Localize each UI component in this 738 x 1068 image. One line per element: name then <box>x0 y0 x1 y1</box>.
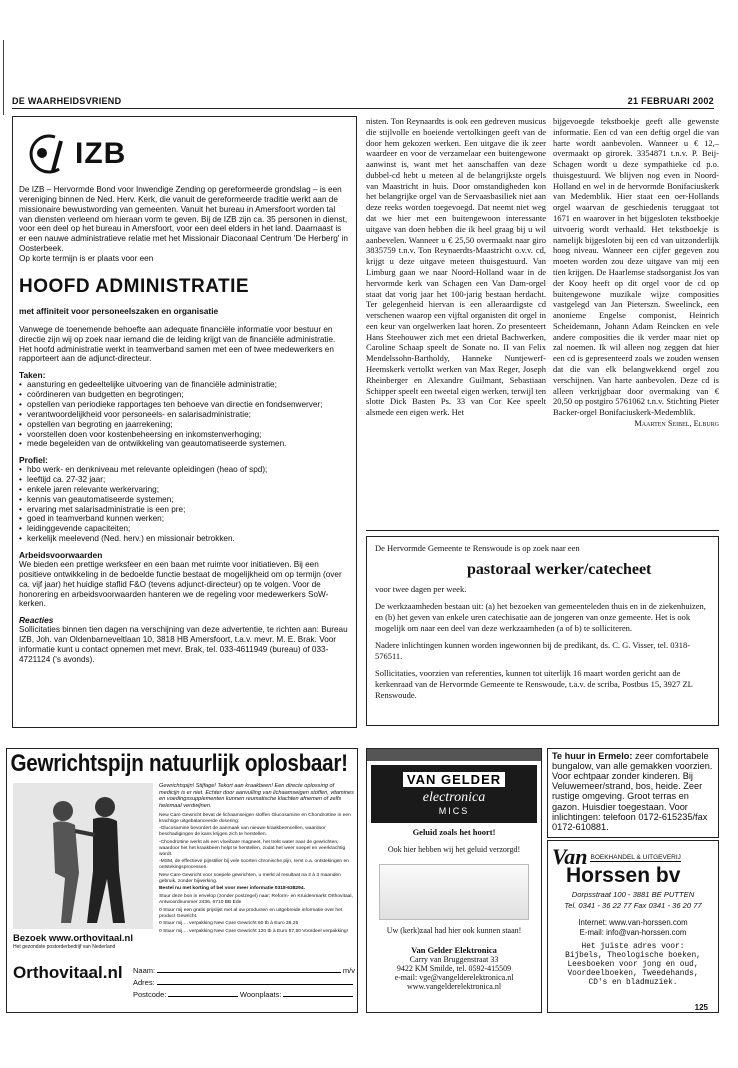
vg-top-strip <box>367 749 541 761</box>
horssen-adv4: Voordeelboeken, Tweedehands, <box>567 969 699 978</box>
izb-job-title: HOOFD ADMINISTRATIE <box>19 275 250 297</box>
vacancy-sub: voor twee dagen per week. <box>375 583 467 594</box>
running-header-date: 21 FEBRUARI 2002 <box>627 96 714 106</box>
vacancy-renswoude <box>366 536 719 726</box>
list-item: • hbo werk- en denkniveau met relevante opleidingen (heao of spd); <box>19 465 350 475</box>
postcode-label: Postcode: <box>133 990 167 999</box>
vg-logo-mics: MICS <box>438 806 470 816</box>
vg-addr3: e-mail: vge@vangelderelektronica.nl <box>394 973 514 982</box>
ortho-p9: 0 Stuur mij.... verpakking New Care Gewricht 60 tb à Euro 36,25 <box>159 921 299 927</box>
vg-line2: Ook hier hebben wij het geluid verzorgd! <box>387 845 521 854</box>
izb-logo-icon <box>25 131 71 177</box>
horssen-name: Horssen bv <box>566 864 681 887</box>
vg-tagline: Geluid zoals het hoort! <box>412 827 496 837</box>
horssen-adv1: Het juiste adres voor: <box>581 943 685 951</box>
horssen-adv3: Leesboeken voor jong en oud, <box>567 960 699 969</box>
izb-profiel-list <box>19 465 350 544</box>
ortho-body <box>159 783 355 937</box>
vangelder-advertisement <box>366 748 542 1013</box>
vg-speaker-image <box>379 864 529 920</box>
list-item: • leidinggevende capaciteiten; <box>19 524 350 534</box>
ortho-p7: Stuur deze bon in envelop (zonder postzegel) naar: Reform- en Kruidenmarkt Orthovitaal, Antwoordnummer 2436, 6710 BB Ede <box>159 894 353 905</box>
vacancy-info: Nadere inlichtingen kunnen worden ingewonnen bij de predikant, ds. C. G. Visser, tel. 0318-576511. <box>375 640 691 661</box>
izb-intro-2: Op korte termijn is er plaats voor een <box>19 253 154 263</box>
article-signature: Maarten Seibel, Elburg <box>634 418 719 428</box>
naam-label: Naam: <box>133 966 156 975</box>
ortho-p6: Bestel nu met korting of bel voor meer informatie 0318-638294. <box>159 886 305 892</box>
list-item: • aansturing en gedeeltelijke uitvoering van de financiële administratie; <box>19 380 350 390</box>
horssen-adv5: CD's en bladmuziek. <box>588 978 678 987</box>
list-item: • goed in teamverband kunnen werken; <box>19 514 350 524</box>
izb-intro: De IZB – Hervormde Bond voor Inwendige Zending op gereformeerde grondslag – is een vereniging binnen de Ned. Herv. Kerk, die vanuit de gereformeerde traditie werkt aan de missionaire bewustwording van gemeenten. Vanuit het bureau in Amersfoort worden tal van diensten verleend om hieraan vorm te geven. Bij de IZB zijn ca. 35 personen in dienst, voor een deel op het bureau in Amersfoort, voor een deel elders in het land. Daarnaast is er een nauwe administratieve relatie met het Missionair Diaconaal Centrum 'De Herberg' in Oosterbeek. <box>19 185 348 254</box>
adres-field[interactable] <box>157 984 353 985</box>
izb-taken-list <box>19 380 350 449</box>
ortho-p3: -Chondroïtine werkt als een vloeibare magneet, het trekt water naar de gewrichten, waardoor het het kraakbeen helpt te herstellen, zodat het weer soepel en veerkrachtig wordt. <box>159 839 346 857</box>
ortho-intro: Gewrichtspijn! Stijfage! Tekort aan kraakbeen! Een directe oplossing of medicijn is er niet. Echter door aanvulling van lichaamseigen stoffen, vitamines en voedingssupplementen kunnen reumatische klachten afnemen of zelfs helemaal verdwijnen. <box>159 783 354 810</box>
postcode-field[interactable] <box>168 996 238 997</box>
list-item: • leeftijd ca. 27-32 jaar; <box>19 475 350 485</box>
article-column-2-text: bijgevoegde tekstboekje geeft alle gewenste informatie. Een cd van een deftig orgel die van harte wordt aanbevolen. Wanneer u € 12,– overmaakt op girorek. 3354871 t.n.v. P. Beij-Schagen wordt u deze sympathieke cd p.o. thuisgestuurd. We blijven nog even in Noord-Holland en wel in de hervormde Bonifaciuskerk van Medemblik. Hier staat een oer-Hollands orgel waarvan de geschiedenis teruggaat tot 1671 en waarover in het bijgesloten tekstboekje uitvoerig wordt verhaald. Het tekstboekje is namelijk bijgesloten bij een cd van uitzonderlijk hoog niveau. Wanneer een cijfer gegeven zou moeten worden zou deze uitgave van mij een tien krijgen. De Haarlemse stadsorganist Jos van der Kooy heeft op dit orgel voor de cd op buitengewone muzikale wijze composities vastgelegd van Jan Pieterszn. Sweelinck, een anonieme Engelse componist, Heinrich Scheidemann, Johann Adam Reincken en vele andere composities die ik verder maar niet op zal noemen. Ik wil alleen nog zeggen dat hier een cd is gepresenteerd zoals we zouden wensen dat die van elk belangwekkend orgel zou verschijnen. Van harte aanbevolen. Deze cd is alleen verkrijgbaar door overmaking van € 20,50 op postgiro 5761062 t.n.v. Stichting Pieter Backer-orgel Bonifaciuskerk-Medemblik. <box>553 116 719 418</box>
list-item: • opstellen van periodieke rapportages ten behoeve van directie en fondsenwerver; <box>19 400 350 410</box>
ortho-brand: Orthovitaal.nl <box>13 963 123 982</box>
running-header-title: DE WAARHEIDSVRIEND <box>12 96 122 106</box>
list-item: • kerkelijk meelevend (Ned. herv.) en missionair betrokken. <box>19 534 350 544</box>
izb-logo <box>19 123 350 185</box>
ortho-headline: Gewrichtspijn natuurlijk oplosbaar! <box>10 750 348 777</box>
list-item: • opstellen van begroting en jaarrekening; <box>19 420 350 430</box>
horssen-van: Van <box>552 844 588 869</box>
ortho-visit-sub: Het gezondste postorderbedrijf van Nederland <box>13 944 116 950</box>
woonplaats-label: Woonplaats: <box>239 990 282 999</box>
adres-label: Adres: <box>133 978 155 987</box>
ortho-order-form <box>133 963 355 999</box>
list-item: • voorstellen doen voor kostenbeheersing en inkomstenverhoging; <box>19 430 350 440</box>
izb-advertisement <box>12 116 357 728</box>
ermelo-lead: Te huur in Ermelo: <box>552 751 633 761</box>
vacancy-apply: Sollicitaties, voorzien van referenties, kunnen tot uiterlijk 16 maart worden gericht aan de kerkenraad van de Hervormde Gemeente te Renswoude, t.a.v. de scriba, Postbus 15, 3927 ZL Renswoude. <box>375 668 693 700</box>
horssen-adv2: Bijbels, Theologische boeken, <box>565 951 701 960</box>
horssen-addr1: Dorpsstraat 100 - 3881 BE PUTTEN <box>571 890 695 899</box>
vg-addr1: Carry van Bruggenstraat 33 <box>409 955 499 964</box>
couple-walking-icon <box>13 783 153 929</box>
ortho-visit: Bezoek www.orthovitaal.nl <box>13 933 134 944</box>
vg-logo-electronica: electronica <box>422 790 486 805</box>
ortho-photo-couple <box>13 783 153 929</box>
vacancy-title: pastoraal werker/catecheet <box>467 560 652 578</box>
header-rule <box>12 108 714 109</box>
izb-job-subtitle: met affiniteit voor personeelszaken en organisatie <box>19 305 219 316</box>
horssen-boekhandel: BOEKHANDEL & UITGEVERIJ <box>590 854 681 861</box>
ermelo-text: zeer comfortabele bungalow, van alle gemakken voorzien. Voor echtpaar zonder kinderen. Bij Veluwemeer/strand, bos, heide. Zeer rustige omgeving. Groot terras en gazon. Huisdier toegestaan. Voor inlichtingen: telefoon 0172-615235/fax 0172-610881. <box>552 751 713 832</box>
page-number: 125 <box>694 1003 708 1012</box>
woonplaats-field[interactable] <box>283 996 353 997</box>
ortho-p2: -Glucosamine bevordert de aanmaak van nieuwe kraakbeencellen, waardoor beschadigingen de kans krijgen zich te herstellen. <box>159 826 326 838</box>
ortho-p1: New Care Gewricht bevat de lichaamseigen stoffen Glucosamine en Chondroïtine in een krachtige uitgebalanceerde dosering: <box>159 812 351 824</box>
article-column-1: nisten. Ton Reynaardts is ook een gedreven musicus die stijlvolle en boeiende vertolkingen geeft van de door hem gekozen werken. Een uitgave die ik zeer waardeer en voor de verzamelaar een buitengewone aanwinst is, want met het aanschaffen van deze dubbel-cd hebt u meteen al de belangrijkste orgels van Maastricht in huis. Door omstandigheden kon het belangrijke orgel van de Servaasbasiliek niet aan deze reeks worden toegevoegd. Dat neemt niet weg dat we hier met een buitengewoon interessante uitgave van doen hebben die ik heel graag bij u wil aanbevelen. Wanneer u € 25,50 overmaakt naar giro 3835759 t.n.v. Ton Reynaerdts-Maastricht o.v.v. cd, krijgt u deze uitgave meteen thuisgestuurd. Van Limburg gaan we naar Noord-Holland waar in de hervormde kerk van Schagen een Van Dam-orgel staat dat vorig jaar het 100-jarig bestaan herdacht. Ter gelegenheid hiervan is een alleraardigste cd verschenen waarop een vijftal organisten dit orgel in een keur van orgelwerken laat horen. Zo presenteert Hans Steehouwer zich met een drietal Bachwerken, Caroline Schaap speelt de Sonate no. II van Felix Mendelssohn-Bartholdy, Hanneke Nuntjewerf-Heemskerk vertolkt werken van Max Reger, Joseph Rheinberger en Alexandre Guilmant, Sebastiaan Schipper speelt een tweetal eigen werken, terwijl ten slotte Dick Basten Ps. 33 van Cor Kee speelt alsmede een eigen werk. Het <box>366 116 546 418</box>
vacancy-intro: De Hervormde Gemeente te Renswoude is op zoek naar een <box>375 543 580 553</box>
list-item: • enkele jaren relevante werkervaring; <box>19 485 350 495</box>
article-rule <box>366 530 719 531</box>
izb-arbeid-heading: Arbeidsvoorwaarden <box>19 550 103 561</box>
horssen-email: E-mail: info@van-horssen.com <box>579 928 687 937</box>
izb-job-description: Vanwege de toenemende behoefte aan adequate financiële informatie voor bestuur en directie zijn wij op zoek naar iemand die de leiding krijgt van de financiële administratie. Het hoofd administratie werkt in teamverband samen met een of twee medewerkers en rapporteert aan de adjunct-directeur. <box>19 324 336 364</box>
orthovitaal-advertisement <box>6 748 358 1013</box>
margin-line <box>3 40 4 115</box>
ortho-p4: -MSM, de effectieve pijnstiller bij vele soorten chronische pijn, remt o.a. ontstekingen en ontstekingsprocessen. <box>159 859 349 871</box>
vacancy-duties: De werkzaamheden bestaan uit: (a) het bezoeken van gemeenteleden thuis en in de ziekenhuizen, en (b) het geven van enkele uren catechisatie aan de jongeren van onze gemeente. Het is ook mogelijk om naar een deel van deze werkzaamheden (a of b) te solliciteren. <box>375 601 706 633</box>
list-item: • kennis van geautomatiseerde systemen; <box>19 495 350 505</box>
izb-logo-text: IZB <box>75 137 127 170</box>
vg-line3: Uw (kerk)zaal had hier ook kunnen staan! <box>386 926 522 935</box>
vg-addr2: 9422 KM Smilde, tel. 0592-415509 <box>396 964 512 973</box>
izb-arbeid-text: We bieden een prettige werksfeer en een baan met ruimte voor initiatieven. Bij een positieve ontwikkeling in de bedoelde functie bestaat de mogelijkheid om op termijn (over ca. vijf jaar) het huidige staflid F&O (tevens adjunct-directeur) op te volgen. Voor de honorering en arbeidsvoorwaarden hanteren we de regeling voor medewerkers SoW-kerken. <box>19 560 342 609</box>
list-item: • verantwoordelijkheid voor personeels- en salarisadministratie; <box>19 410 350 420</box>
izb-reacties-text: Sollicitaties binnen tien dagen na verschijning van deze advertentie, te richten aan: Bureau IZB, Joh. van Oldenbarneveltlaan 10, 3818 HB Amersfoort, t.a.v. mevr. M. E. Brak. Voor informatie kunt u contact opnemen met mevr. Brak, tel. 033-4611949 (bureau) of 033-4721124 ('s avonds). <box>19 625 348 664</box>
ortho-p5: New Care Gewricht voor soepele gewrichten, u merkt al resultaat na 2 à 3 maanden gebruik, zonder bijwerking. <box>159 872 341 884</box>
vg-logo <box>371 765 537 823</box>
list-item: • ervaring met salarisadministratie is een pre; <box>19 505 350 515</box>
article-column-2 <box>553 116 719 526</box>
mv-label: m/v <box>342 966 355 975</box>
horssen-addr2: Tel. 0341 - 36 22 77 Fax 0341 - 36 20 77 <box>564 901 702 910</box>
horssen-advertisement <box>547 840 719 1013</box>
list-item: • mede begeleiden van de ontwikkeling van geautomatiseerde systemen. <box>19 439 350 449</box>
vg-logo-name: VAN GELDER <box>403 772 505 787</box>
izb-reacties-heading: Reacties <box>19 615 54 626</box>
horssen-adv <box>548 943 718 988</box>
list-item: • coördineren van budgetten en begrotingen; <box>19 390 350 400</box>
vg-addr4: www.vangelderelektronica.nl <box>406 982 502 991</box>
izb-taken-heading: Taken: <box>19 370 46 381</box>
ortho-p10: 0 Stuur mij.... verpakking New Care Gewricht 120 tb à Euro 57,50 Voordeel verpakking! <box>159 929 348 935</box>
vg-company: Van Gelder Elektronica <box>411 945 497 955</box>
ermelo-classified <box>547 748 719 838</box>
horssen-internet: Internet: www.van-horssen.com <box>578 918 688 927</box>
izb-profiel-heading: Profiel: <box>19 455 48 466</box>
ortho-p8: 0 Stuur mij een gratis prijslijst met al uw producten en uitgebreide informatie over het product Gewricht. <box>159 907 343 919</box>
naam-field[interactable] <box>157 972 341 973</box>
